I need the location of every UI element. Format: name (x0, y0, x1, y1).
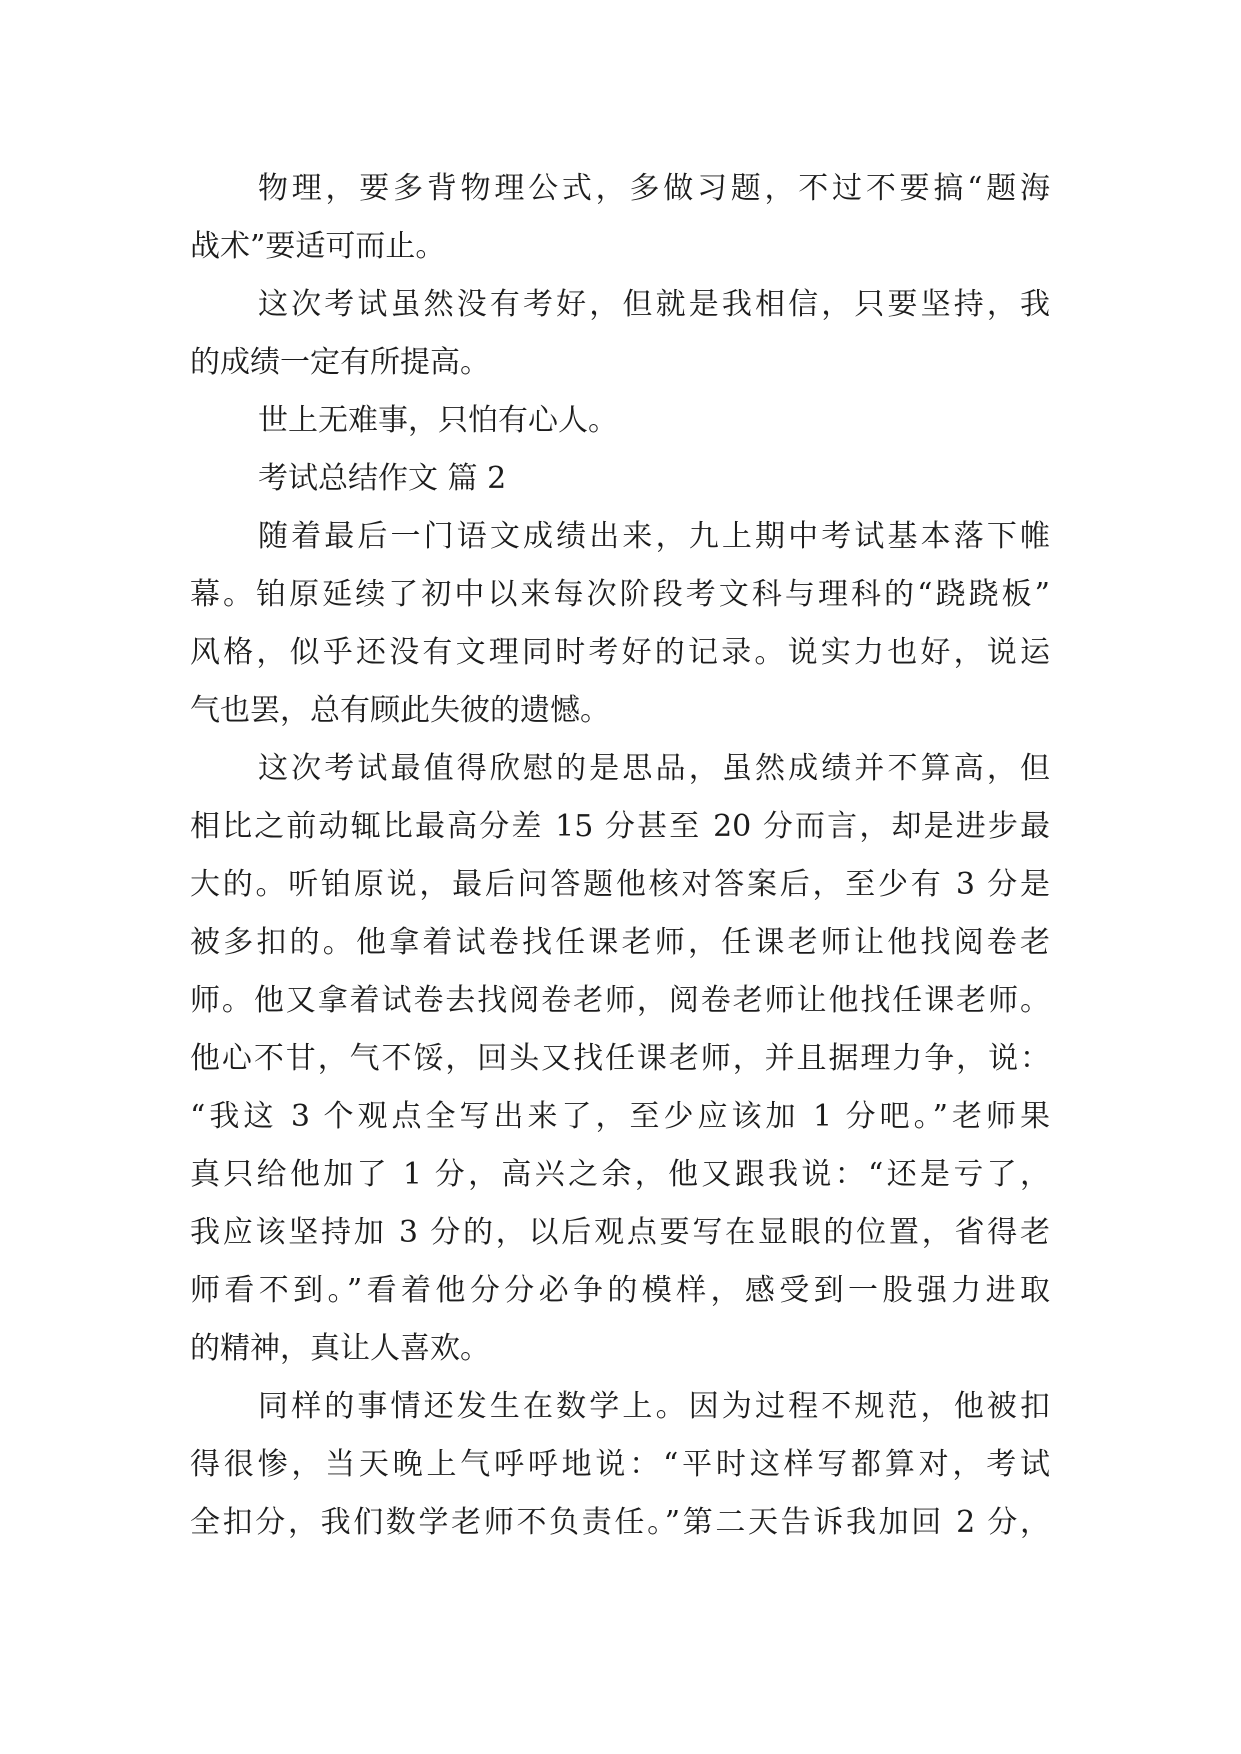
text-line: 我应该坚持加 3 分的，以后观点要写在显眼的位置，省得老 (190, 1215, 1050, 1250)
text-line: 气也罢，总有顾此失彼的遗憾。 (190, 693, 610, 728)
text-line: 大的。听铂原说，最后问答题他核对答案后，至少有 3 分是 (190, 867, 1050, 902)
document-body (190, 160, 1050, 1552)
text-line: 真只给他加了 1 分，高兴之余，他又跟我说：“还是亏了， (190, 1157, 1050, 1192)
text-line: 这次考试虽然没有考好，但就是我相信，只要坚持，我 (258, 287, 1050, 322)
text-line: 的精神，真让人喜欢。 (190, 1331, 490, 1366)
text-line: 相比之前动辄比最高分差 15 分甚至 20 分而言，却是进步最 (190, 809, 1050, 844)
text-line: 这次考试最值得欣慰的是思品，虽然成绩并不算高，但 (258, 751, 1050, 786)
text-line: 战术”要适可而止。 (190, 229, 446, 264)
text-line: 物理，要多背物理公式，多做习题，不过不要搞“题海 (258, 171, 1050, 206)
text-line: 幕。铂原延续了初中以来每次阶段考文科与理科的“跷跷板” (190, 577, 1050, 612)
text-line: 师。他又拿着试卷去找阅卷老师，阅卷老师让他找任课老师。 (190, 983, 1050, 1018)
text-line: 风格，似乎还没有文理同时考好的记录。说实力也好，说运 (190, 635, 1050, 670)
text-line: 考试总结作文 篇 2 (258, 461, 507, 496)
text-line: 师看不到。”看着他分分必争的模样，感受到一股强力进取 (190, 1273, 1050, 1308)
text-line: 被多扣的。他拿着试卷找任课老师，任课老师让他找阅卷老 (190, 925, 1050, 960)
text-line: 同样的事情还发生在数学上。因为过程不规范，他被扣 (258, 1389, 1050, 1424)
text-line: 世上无难事，只怕有心人。 (258, 403, 618, 438)
text-line: 的成绩一定有所提高。 (190, 345, 490, 380)
text-line: 得很惨，当天晚上气呼呼地说：“平时这样写都算对，考试 (190, 1447, 1050, 1482)
text-line: 全扣分，我们数学老师不负责任。”第二天告诉我加回 2 分， (190, 1505, 1050, 1540)
text-line: “我这 3 个观点全写出来了，至少应该加 1 分吧。”老师果 (190, 1099, 1050, 1134)
text-line: 他心不甘，气不馁，回头又找任课老师，并且据理力争，说： (190, 1041, 1050, 1076)
text-line: 随着最后一门语文成绩出来，九上期中考试基本落下帷 (258, 519, 1050, 554)
